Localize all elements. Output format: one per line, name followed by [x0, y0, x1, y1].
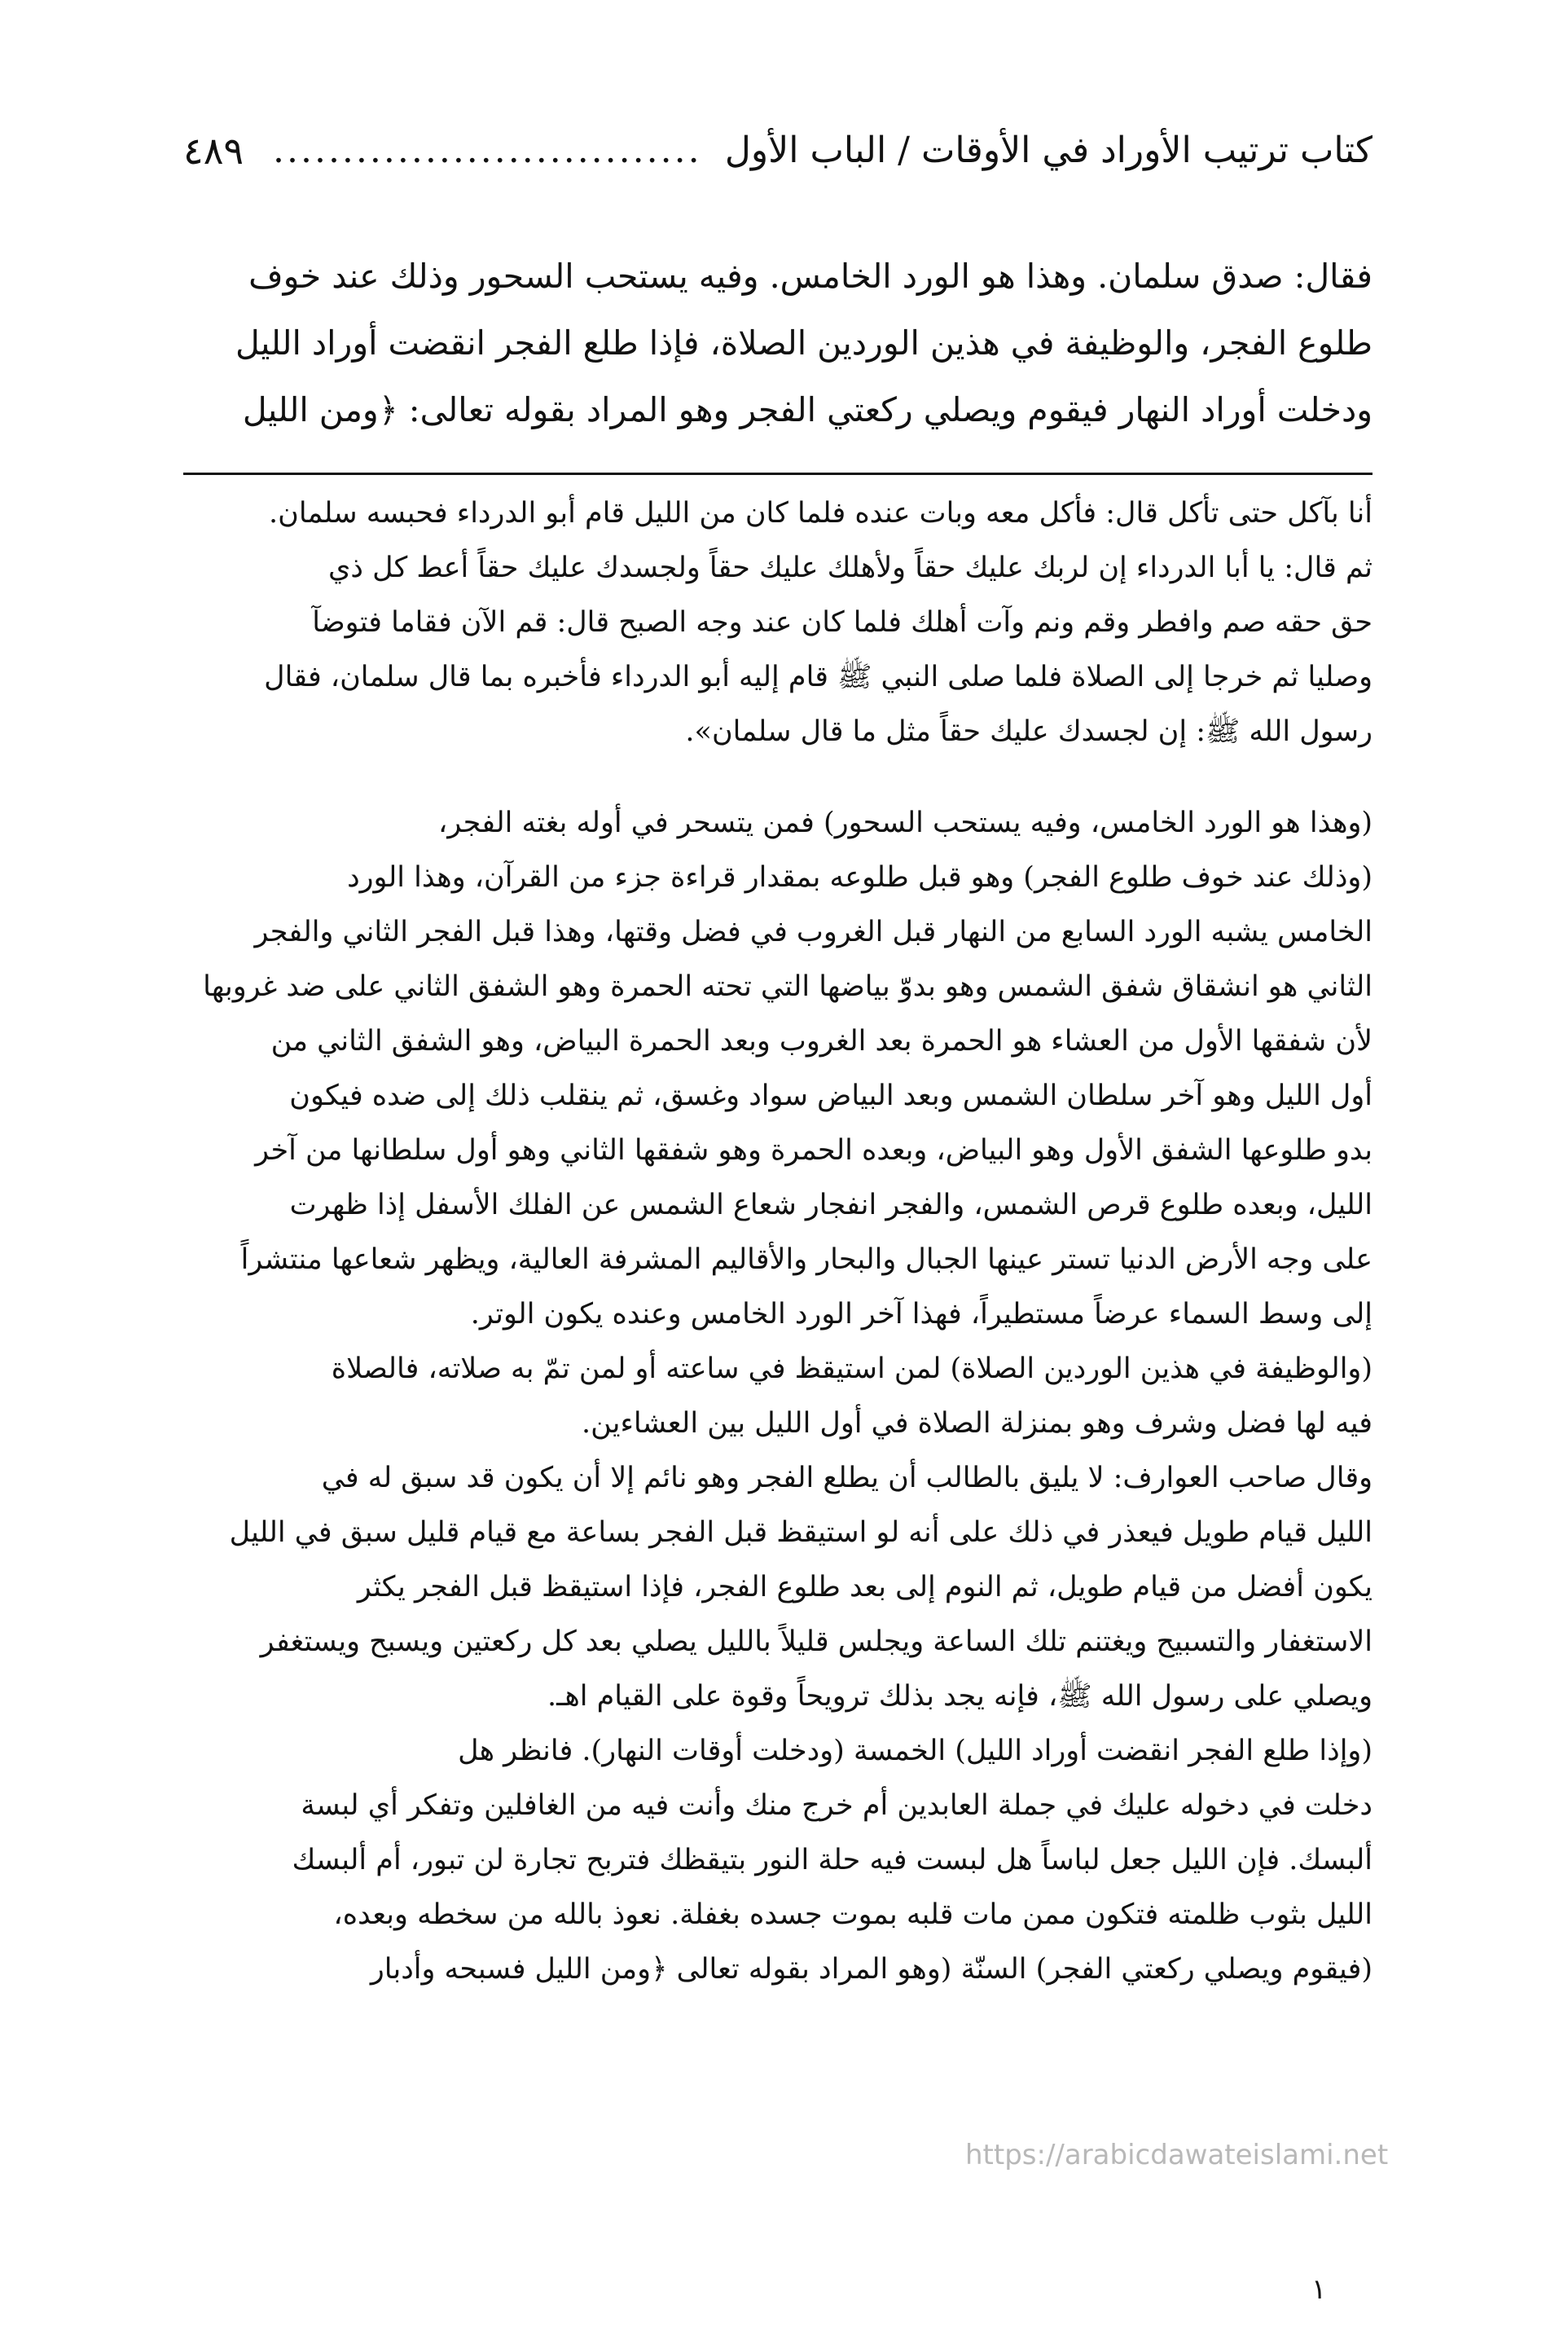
commentary-line: أول الليل وهو آخر سلطان الشمس وبعد البياض سواد وغسق، ثم ينقلب ذلك إلى ضده فيكون [289, 1080, 1373, 1112]
commentary-line: ويصلي على رسول الله ﷺ، فإنه يجد بذلك ترويحاً وقوة على القيام اهـ. [547, 1680, 1373, 1713]
commentary-line: ألبسك. فإن الليل جعل لباساً هل لبست فيه حلة النور بتيقظك فتربح تجارة لن تبور، أم ألبسك [292, 1844, 1373, 1876]
footnote-line: رسول الله ﷺ: إن لجسدك عليك حقاً مثل ما قال سلمان». [685, 715, 1373, 748]
commentary-line: (وذلك عند خوف طلوع الفجر) وهو قبل طلوعه بمقدار قراءة جزء من القرآن، وهذا الورد [347, 861, 1373, 894]
header-title: كتاب ترتيب الأوراد في الأوقات / الباب الأول [724, 130, 1373, 171]
commentary-line: إلى وسط السماء عرضاً مستطيراً، فهذا آخر الورد الخامس وعنده يكون الوتر. [470, 1298, 1373, 1331]
main-line: ودخلت أوراد النهار فيقوم ويصلي ركعتي الفجر وهو المراد بقوله تعالى: ﴿ومن الليل [242, 390, 1373, 429]
running-header [183, 122, 1373, 179]
commentary-line: الخامس يشبه الورد السابع من النهار قبل الغروب في فضل وقتها، وهذا قبل الفجر الثاني والفجر [254, 916, 1373, 948]
commentary-line: الليل بثوب ظلمته فتكون ممن مات قلبه بموت جسده بغفلة. نعوذ بالله من سخطه وبعده، [333, 1898, 1373, 1931]
footer-mark: ١ [1311, 2273, 1327, 2306]
header-leader-dots: ............................... [273, 130, 702, 171]
footnote-block [183, 486, 1373, 759]
commentary-line: دخلت في دخوله عليك في جملة العابدين أم خرج منك وأنت فيه من الغافلين وتفكر أي لبسة [301, 1789, 1373, 1822]
watermark-url: https://arabicdawateislami.net [965, 2139, 1389, 2171]
main-line: فقال: صدق سلمان. وهذا هو الورد الخامس. وفيه يستحب السحور وذلك عند خوف [248, 257, 1373, 296]
main-text [183, 243, 1373, 443]
page-number: ٤٨٩ [183, 129, 244, 173]
commentary-line: الاستغفار والتسبيح ويغتنم تلك الساعة ويجلس قليلاً بالليل يصلي بعد كل ركعتين ويسبح ويستغفر [260, 1625, 1373, 1658]
footnote-line: ثم قال: يا أبا الدرداء إن لربك عليك حقاً ولأهلك عليك حقاً ولجسدك عليك حقاً أعط كل ذي [328, 552, 1373, 584]
commentary-line: فيه لها فضل وشرف وهو بمنزلة الصلاة في أول الليل بين العشاءين. [581, 1407, 1373, 1440]
commentary-line: على وجه الأرض الدنيا تستر عينها الجبال والبحار والأقاليم المشرفة العالية، ويظهر شعاعها منتشراً [240, 1243, 1373, 1276]
commentary-line: بدو طلوعها الشفق الأول وهو البياض، وبعده الحمرة وهو شفقها الثاني وهو أول سلطانها من آخر [255, 1134, 1373, 1167]
commentary-line: (وهذا هو الورد الخامس، وفيه يستحب السحور) فمن يتسحر في أوله بغته الفجر، [438, 807, 1373, 839]
commentary-block [183, 796, 1373, 1997]
commentary-line: لأن شفقها الأول من العشاء هو الحمرة بعد الغروب وبعد الحمرة البياض، وهو الشفق الثاني من [270, 1025, 1373, 1058]
separator-rule [183, 473, 1373, 475]
footnote-line: وصليا ثم خرجا إلى الصلاة فلما صلى النبي ﷺ قام إليه أبو الدرداء فأخبره بما قال سلمان، فقال [264, 661, 1373, 693]
commentary-line: الليل قيام طويل فيعذر في ذلك على أنه لو استيقظ قبل الفجر بساعة مع قيام قليل سبق في الليل [229, 1516, 1373, 1549]
main-line: طلوع الفجر، والوظيفة في هذين الوردين الصلاة، فإذا طلع الفجر انقضت أوراد الليل [235, 323, 1373, 363]
footnote-line: حق حقه صم وافطر وقم ونم وآت أهلك فلما كان عند وجه الصبح قال: قم الآن فقاما فتوضآ [312, 606, 1373, 639]
commentary-line: الثاني هو انشقاق شفق الشمس وهو بدوّ بياضها التي تحته الحمرة وهو الشفق الثاني على ضد غروبها [203, 970, 1373, 1003]
commentary-line: يكون أفضل من قيام طويل، ثم النوم إلى بعد طلوع الفجر، فإذا استيقظ قبل الفجر يكثر [357, 1571, 1373, 1603]
commentary-line: (فيقوم ويصلي ركعتي الفجر) السنّة (وهو المراد بقوله تعالى ﴿ومن الليل فسبحه وأدبار [370, 1953, 1373, 1986]
commentary-line: (والوظيفة في هذين الوردين الصلاة) لمن استيقظ في ساعته أو لمن تمّ به صلاته، فالصلاة [331, 1353, 1373, 1385]
footnote-line: أنا بآكل حتى تأكل قال: فأكل معه وبات عنده فلما كان من الليل قام أبو الدرداء فحبسه سلمان. [268, 497, 1373, 530]
commentary-line: وقال صاحب العوارف: لا يليق بالطالب أن يطلع الفجر وهو نائم إلا أن يكون قد سبق له في [321, 1462, 1373, 1494]
commentary-line: الليل، وبعده طلوع قرص الشمس، والفجر انفجار شعاع الشمس عن الفلك الأسفل إذا ظهرت [289, 1189, 1373, 1221]
commentary-line: (وإذا طلع الفجر انقضت أوراد الليل) الخمسة (ودخلت أوقات النهار). فانظر هل [458, 1735, 1373, 1767]
